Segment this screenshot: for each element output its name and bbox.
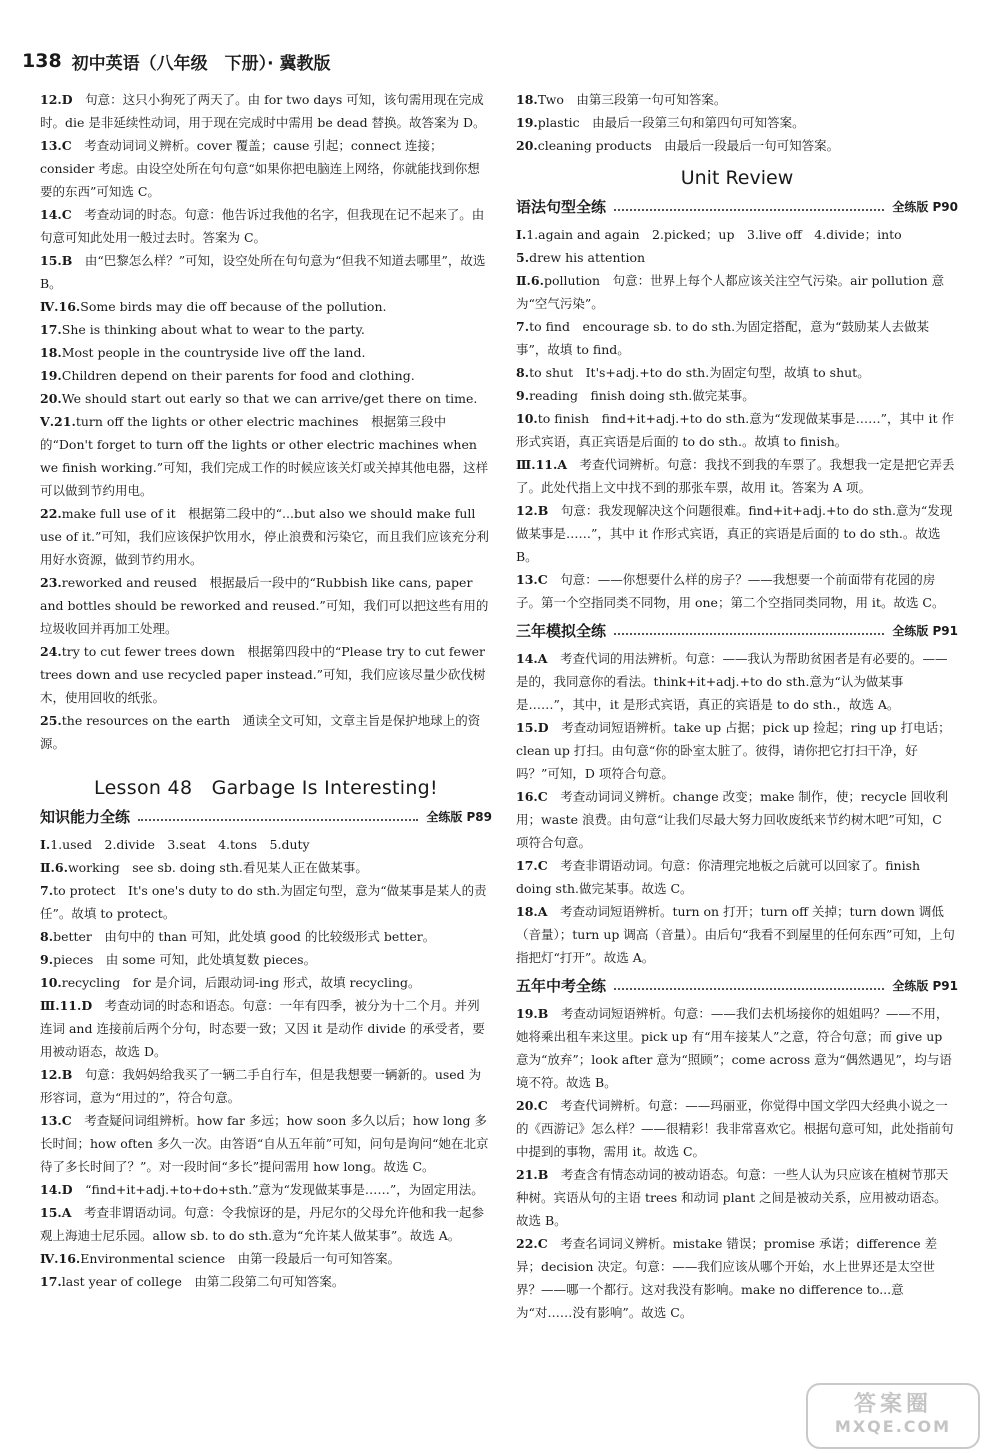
answer-number: 9. [40, 952, 54, 967]
page-header [22, 48, 442, 74]
answer-entry [516, 716, 958, 785]
answer-number: 17. [40, 1274, 62, 1289]
answer-number: 21.B [516, 1167, 549, 1182]
left-column [40, 88, 492, 1293]
answer-entry [40, 948, 492, 971]
answer-text: 考查动词的时态和语态。句意：一年有四季，被分为十二个月。并列连词 and 连接前后两个分句，时态要一致；又因 it 是动作 divide 的承受者，要用被动语态，故选 D。 [40, 998, 485, 1059]
answer-text: drew his attention [529, 250, 646, 265]
answer-number: 19.B [516, 1006, 549, 1021]
answer-number: 9. [516, 388, 530, 403]
answer-text: 考查代词辨析。句意：我找不到我的车票了。我想我一定是把它弄丢了。此处代指上文中找不到的那张车票，故用 it。答案为 A 项。 [516, 457, 955, 495]
answer-entry [516, 1163, 958, 1232]
answer-text: plastic 由最后一段第三句和第四句可知答案。 [537, 115, 805, 130]
answer-text: pieces 由 some 可知，此处填复数 pieces。 [53, 952, 317, 967]
answer-number: 20.C [516, 1098, 548, 1113]
answer-text: 考查动词词义辨析。change 改变；make 制作，使；recycle 回收利用；waste 浪费。由句意“让我们尽最大努力回收废纸来节约树木吧”可知，C 项符合句意。 [516, 789, 949, 850]
answer-text: last year of college 由第二段第二句可知答案。 [61, 1274, 345, 1289]
answer-number: 20. [516, 138, 538, 153]
section-ref: 全练版 P91 [892, 979, 958, 993]
lesson-title: Lesson 48 Garbage Is Interesting! [94, 777, 438, 799]
answer-text: to shut It's+adj.+to do sth.为固定句型，故填 to shut。 [529, 365, 870, 380]
answer-entry [40, 709, 492, 755]
answer-number: 19. [40, 368, 62, 383]
answer-entry [40, 364, 492, 387]
unit-title: Unit Review [680, 167, 794, 189]
answer-entry [516, 453, 958, 499]
answer-entry [516, 315, 958, 361]
answer-entry [40, 879, 492, 925]
answer-text: 1.used 2.divide 3.seat 4.tons 5.duty [50, 837, 310, 852]
answer-number: 5. [516, 250, 530, 265]
answer-text: to find encourage sb. to do sth.为固定搭配，意为“鼓励某人去做某事”，故填 to find。 [516, 319, 930, 357]
answer-entry [40, 249, 492, 295]
watermark-logo [806, 1383, 980, 1449]
answer-entry [40, 410, 492, 502]
section-ref: 全练版 P91 [892, 624, 958, 638]
answer-number: 17.C [516, 858, 548, 873]
watermark-sub: MXQE.COM [834, 1417, 952, 1436]
answer-entry [516, 111, 958, 134]
answer-entry [516, 1232, 958, 1324]
dotted-leader [138, 819, 418, 821]
answer-entry [40, 1247, 492, 1270]
answer-entry [516, 361, 958, 384]
answer-text: make full use of it 根据第二段中的“...but also we should make full use of it.”可知，我们应该保护饮用水，停止浪费和污染它，而且我们应该充分利用好水资源，做到节约用水。 [40, 506, 489, 567]
section-header-three-year [516, 620, 958, 643]
answer-number: Ⅰ. [516, 227, 527, 242]
answer-entry [40, 318, 492, 341]
answer-number: 18. [40, 345, 62, 360]
answer-number: 16.C [516, 789, 548, 804]
answer-number: Ⅲ.11.D [40, 998, 93, 1013]
answer-text: 考查代词辨析。句意：——玛丽亚，你觉得中国文学四大经典小说之一的《西游记》怎么样？——很精彩！我非常喜欢它。根据句意可知，此处指前句中提到的事物，需用 it。故选 C。 [516, 1098, 954, 1159]
answer-number: Ⅳ.16. [40, 299, 81, 314]
answer-list [516, 647, 958, 969]
answer-number: 25. [40, 713, 62, 728]
answer-number: 13.C [40, 1113, 72, 1128]
answer-number: 14.A [516, 651, 548, 666]
answer-entry [516, 854, 958, 900]
answer-text: “find+it+adj.+to+do+sth.”意为“发现做某事是……”，为固定用法。 [72, 1182, 484, 1197]
answer-text: reading finish doing sth.做完某事。 [529, 388, 755, 403]
answer-number: 15.D [516, 720, 549, 735]
answer-number: 15.A [40, 1205, 72, 1220]
section-header-five-year [516, 975, 958, 998]
answer-text: We should start out early so that we can arrive/get there on time. [61, 391, 478, 406]
answer-text: try to cut fewer trees down 根据第四段中的“Please try to cut fewer trees down and use recycled paper instead.”可知，我们应该尽量少砍伐树木，使用回收的纸张。 [40, 644, 486, 705]
answer-text: 考查动词词义辨析。cover 覆盖；cause 引起；connect 连接；consider 考虑。由设空处所在句句意“如果你把电脑连上网络，你就能找到你想要的东西”可知选 C。 [40, 138, 480, 199]
answer-text: to protect It's one's duty to do sth.为固定句型，意为“做某事是某人的责任”。故填 to protect。 [40, 883, 487, 921]
answer-number: 10. [40, 975, 62, 990]
answer-text: 考查非谓语动词。句意：令我惊讶的是，丹尼尔的父母允许他和我一起参观上海迪士尼乐园。allow sb. to do sth.意为“允许某人做某事”。故选 A。 [40, 1205, 484, 1243]
answer-number: 24. [40, 644, 62, 659]
answer-entry [40, 994, 492, 1063]
answer-entry [40, 925, 492, 948]
answer-number: 7. [40, 883, 54, 898]
section-ref: 全练版 P89 [426, 810, 492, 824]
answer-number: Ⅳ.16. [40, 1251, 81, 1266]
answer-entry [516, 269, 958, 315]
answer-text: reworked and reused 根据最后一段中的“Rubbish like cans, paper and bottles should be reworked and reused.”可知，我们可以把这些有用的垃圾收回并再加工处理。 [40, 575, 489, 636]
answer-text: Most people in the countryside live off the land. [61, 345, 366, 360]
answer-entry [516, 1094, 958, 1163]
answer-entry [516, 246, 958, 269]
answer-number: Ⅱ.6. [40, 860, 68, 875]
answer-entry [40, 1109, 492, 1178]
answer-text: 1.again and again 2.picked；up 3.live off 4.divide；into [526, 227, 902, 242]
answer-text: Children depend on their parents for food and clothing. [61, 368, 415, 383]
answer-entry [40, 1201, 492, 1247]
answer-text: 考查动词短语辨析。turn on 打开；turn off 关掉；turn down 调低（音量）；turn up 调高（音量）。由后句“我看不到屋里的任何东西”可知，上句指把灯“打开”。故选 A。 [516, 904, 955, 965]
answer-entry [516, 900, 958, 969]
answer-number: Ⅲ.11.A [516, 457, 568, 472]
answer-number: 22.C [516, 1236, 548, 1251]
answer-text: cleaning products 由最后一段最后一句可知答案。 [537, 138, 840, 153]
dotted-leader [614, 988, 884, 990]
answer-entry [40, 341, 492, 364]
answer-entry [40, 295, 492, 318]
answer-list [516, 1002, 958, 1324]
answer-text: better 由句中的 than 可知，此处填 good 的比较级形式 better。 [53, 929, 436, 944]
answer-number: 8. [516, 365, 530, 380]
answer-number: 20. [40, 391, 62, 406]
answer-text: turn off the lights or other electric machines 根据第三段中的“Don't forget to turn off the lights or other electric machines when we finish working.”可知，我们完成工作的时候应该关灯或关掉其他电器，这样可以做到节约用电。 [40, 414, 489, 498]
answer-text: 句意：这只小狗死了两天了。由 for two days 可知，该句需用现在完成时。die 是非延续性动词，用于现在完成时中需用 be dead 替换。故答案为 D。 [40, 92, 486, 130]
answer-entry [40, 134, 492, 203]
answer-entry [40, 833, 492, 856]
answer-number: 13.C [40, 138, 72, 153]
answer-list [40, 833, 492, 1293]
answer-number: 12.B [516, 503, 549, 518]
answer-text: 考查名词词义辨析。mistake 错误；promise 承诺；difference 差异；decision 决定。句意：——我们应该从哪个开始，水上世界还是太空世界？——哪一个都行。这对我没有影响。make no difference to...意为“对……没有影响”。故选 C。 [516, 1236, 938, 1320]
watermark-main: 答案圈 [853, 1392, 932, 1417]
answer-text: 句意：我妈妈给我买了一辆二手自行车，但是我想要一辆新的。used 为形容词，意为“用过的”，符合句意。 [40, 1067, 482, 1105]
answer-text: working see sb. doing sth.看见某人正在做某事。 [67, 860, 368, 875]
answer-number: 7. [516, 319, 530, 334]
answer-entry [40, 203, 492, 249]
answer-entry [40, 640, 492, 709]
answer-entry [40, 971, 492, 994]
section-title: 五年中考全练 [516, 977, 607, 995]
answer-text: to finish find+it+adj.+to do sth.意为“发现做某事是……”，其中 it 作形式宾语，真正宾语是后面的 to do sth.。故填 to finish。 [516, 411, 954, 449]
answer-text: 由“巴黎怎么样？”可知，设空处所在句句意为“但我不知道去哪里”，故选 B。 [40, 253, 486, 291]
answer-list [516, 223, 958, 614]
book-title: 初中英语（八年级 下册）· 冀教版 [71, 53, 331, 74]
answer-entry [40, 1178, 492, 1201]
answer-text: 考查动词短语辨析。take up 占据；pick up 捡起；ring up 打电话；clean up 打扫。由句意“你的卧室太脏了。彼得，请你把它打扫干净，好吗？”可知，D 项符合句意。 [516, 720, 951, 781]
answer-number: 12.B [40, 1067, 73, 1082]
answer-number: 15.B [40, 253, 73, 268]
answer-text: 考查疑问词组辨析。how far 多远；how soon 多久以后；how long 多长时间；how often 多久一次。由答语“自从五年前”可知，问句是询问“她在北京待了多长时间了？”。对一段时间“多长”提问需用 how long。故选 C。 [40, 1113, 489, 1174]
dotted-leader [614, 633, 884, 635]
answer-text: the resources on the earth 通读全文可知，文章主旨是保护地球上的资源。 [40, 713, 481, 751]
answer-text: 考查动词的时态。句意：他告诉过我他的名字，但我现在记不起来了。由句意可知此处用一般过去时。答案为 C。 [40, 207, 485, 245]
answer-number: 17. [40, 322, 62, 337]
answer-entry [516, 785, 958, 854]
section-title: 三年模拟全练 [516, 622, 607, 640]
answer-text: 考查动词短语辨析。句意：——我们去机场接你的姐姐吗？——不用，她将乘出租车来这里。pick up 有“用车接某人”之意，符合句意；而 give up 意为“放弃”；look after 意为“照顾”；come across 意为“偶然遇见”，均与语境不符。故选 B。 [516, 1006, 952, 1090]
answer-entry [516, 134, 958, 157]
answer-entry [516, 499, 958, 568]
right-column [516, 88, 958, 1324]
answer-number: 23. [40, 575, 62, 590]
section-ref: 全练版 P90 [892, 200, 958, 214]
answer-text: 句意：我发现解决这个问题很难。find+it+adj.+to do sth.意为“发现做某事是……”，其中 it 作形式宾语，真正的宾语是后面的 to do sth.。故选 B。 [516, 503, 953, 564]
answer-text: Environmental science 由第一段最后一句可知答案。 [80, 1251, 401, 1266]
answer-text: pollution 句意：世界上每个人都应该关注空气污染。air pollution 意为“空气污染”。 [516, 273, 945, 311]
answer-text: 考查含有情态动词的被动语态。句意：一些人认为只应该在植树节那天种树。宾语从句的主语 trees 和动词 plant 之间是被动关系，应用被动语态。故选 B。 [516, 1167, 949, 1228]
answer-entry [40, 387, 492, 410]
answer-number: Ⅱ.6. [516, 273, 544, 288]
answer-number: 19. [516, 115, 538, 130]
answer-number: Ⅴ.21. [40, 414, 76, 429]
answer-text: 考查代词的用法辨析。句意：——我认为帮助贫困者是有必要的。——是的，我同意你的看法。think+it+adj.+to do sth.意为“认为做某事是……”，其中，it 是形式宾语，真正的宾语是 to do sth.，故选 A。 [516, 651, 948, 712]
answer-text: 句意：——你想要什么样的房子？——我想要一个前面带有花园的房子。第一个空指同类不同物，用 one；第二个空指同类同物，用 it。故选 C。 [516, 572, 945, 610]
answer-entry [40, 1063, 492, 1109]
answer-entry [516, 384, 958, 407]
answer-text: Two 由第三段第一句可知答案。 [537, 92, 727, 107]
section-header-grammar [516, 196, 958, 219]
answer-entry [40, 88, 492, 134]
section-title: 语法句型全练 [516, 198, 607, 216]
dotted-leader [614, 209, 884, 211]
page-number: 138 [22, 50, 62, 72]
answer-list [516, 88, 958, 157]
answer-entry [516, 88, 958, 111]
answer-number: 8. [40, 929, 54, 944]
answer-entry [516, 568, 958, 614]
answer-entry [40, 502, 492, 571]
answer-number: 14.D [40, 1182, 73, 1197]
answer-entry [40, 1270, 492, 1293]
answer-entry [40, 571, 492, 640]
answer-list [40, 88, 492, 755]
answer-number: 22. [40, 506, 62, 521]
answer-number: 10. [516, 411, 538, 426]
answer-number: 12.D [40, 92, 73, 107]
section-title: 知识能力全练 [40, 808, 131, 826]
answer-text: recycling for 是介词，后跟动词-ing 形式，故填 recycling。 [61, 975, 421, 990]
answer-text: She is thinking about what to wear to the party. [61, 322, 365, 337]
answer-number: 18. [516, 92, 538, 107]
answer-entry [516, 223, 958, 246]
answer-entry [40, 856, 492, 879]
section-header-knowledge [40, 806, 492, 829]
answer-entry [516, 407, 958, 453]
answer-entry [516, 1002, 958, 1094]
answer-entry [516, 647, 958, 716]
answer-text: 考查非谓语动词。句意：你清理完地板之后就可以回家了。finish doing sth.做完某事。故选 C。 [516, 858, 921, 896]
answer-text: Some birds may die off because of the pollution. [80, 299, 387, 314]
answer-number: 18.A [516, 904, 548, 919]
answer-number: Ⅰ. [40, 837, 51, 852]
answer-number: 14.C [40, 207, 72, 222]
answer-number: 13.C [516, 572, 548, 587]
